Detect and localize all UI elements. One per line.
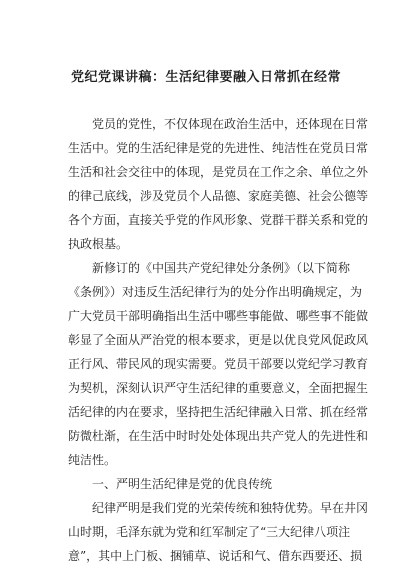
body-text-line: 广大党员干部明确指出生活中哪些事能做、哪些事不能做 (68, 309, 369, 323)
body-text-line: 的律己底线，涉及党员个人品德、家庭美德、社会公德等 (68, 189, 369, 203)
body-text-line: 纯洁性。 (68, 453, 117, 467)
body-text-line: 山时期，毛泽东就为党和红军制定了“三大纪律八项注 (68, 525, 351, 539)
body-text-line: 正行风、带民风的现实需要。党员干部要以党纪学习教育 (68, 357, 369, 371)
body-text-line: 生活中。党的生活纪律是党的先进性、纯洁性在党员日常 (68, 141, 369, 155)
body-text-line: 活纪律的内在要求，坚持把生活纪律融入日常、抓在经常 (68, 405, 369, 419)
body-text-line: 防微杜渐，在生活中时时处处体现出共产党人的先进性和 (68, 429, 369, 443)
body-text-line: 执政根基。 (68, 237, 129, 251)
body-text-line: 一、严明生活纪律是党的优良传统 (92, 477, 273, 491)
document-title: 党纪党课讲稿：生活纪律要融入日常抓在经常 (70, 70, 341, 85)
body-text-line: 生活和社会交往中的体现，是党员在工作之余、单位之外 (68, 165, 369, 179)
body-text-line: 各个方面，直接关乎党的作风形象、党群干群关系和党的 (68, 213, 369, 227)
body-text-line: 新修订的《中国共产党纪律处分条例》（以下简称 (92, 261, 351, 275)
body-text-line: 党员的党性，不仅体现在政治生活中，还体现在日常 (92, 117, 369, 131)
document-body (68, 112, 369, 568)
body-text-line: 彰显了全面从严治党的根本要求，更是以优良党风促政风 (68, 333, 369, 347)
body-text-line: 意”，其中上门板、捆铺草、说话和气、借东西要还、损 (68, 549, 363, 563)
body-text-line: 纪律严明是我们党的光荣传统和独特优势。早在井冈 (92, 501, 369, 515)
body-text-line: 为契机，深刻认识严守生活纪律的重要意义，全面把握生 (68, 381, 369, 395)
body-text-line: 《条例》）对违反生活纪律行为的处分作出明确规定，为 (68, 285, 363, 299)
